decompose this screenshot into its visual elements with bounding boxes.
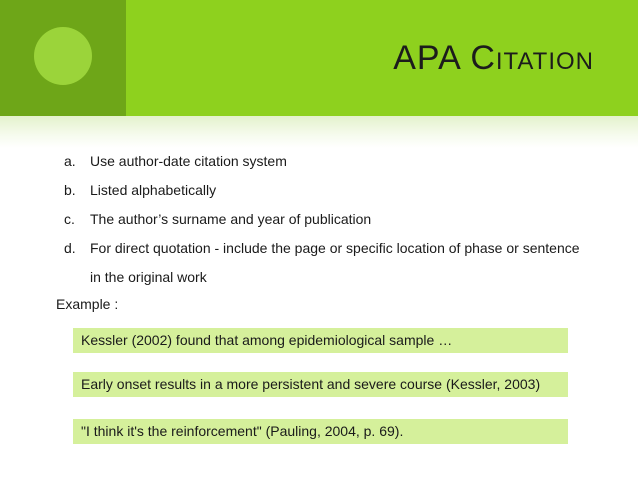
slide-header (0, 0, 638, 116)
list-item (64, 234, 594, 292)
slide-title: APA Citation (393, 39, 594, 77)
citation-rules-list (64, 147, 594, 292)
list-item (64, 176, 594, 205)
list-marker: d. (64, 240, 76, 256)
list-marker: c. (64, 211, 75, 227)
list-item (64, 147, 594, 176)
list-item-text: Listed alphabetically (90, 182, 217, 198)
header-circle-decoration (34, 27, 92, 85)
example-box-kessler-2002: Kessler (2002) found that among epidemiological sample … (73, 328, 568, 353)
header-gradient-stripe (0, 116, 638, 148)
list-item-text: The author’s surname and year of publication (90, 211, 372, 227)
example-box-kessler-2003: Early onset results in a more persistent and severe course (Kessler, 2003) (73, 372, 568, 397)
example-label: Example : (56, 296, 119, 312)
list-marker: a. (64, 153, 76, 169)
list-marker: b. (64, 182, 76, 198)
list-item-text: For direct quotation - include the page or specific location of phase or sentence in the original work (90, 240, 580, 285)
list-item-text: Use author-date citation system (90, 153, 287, 169)
example-box-pauling-quote: "I think it's the reinforcement" (Pauling, 2004, p. 69). (73, 419, 568, 444)
list-item (64, 205, 594, 234)
